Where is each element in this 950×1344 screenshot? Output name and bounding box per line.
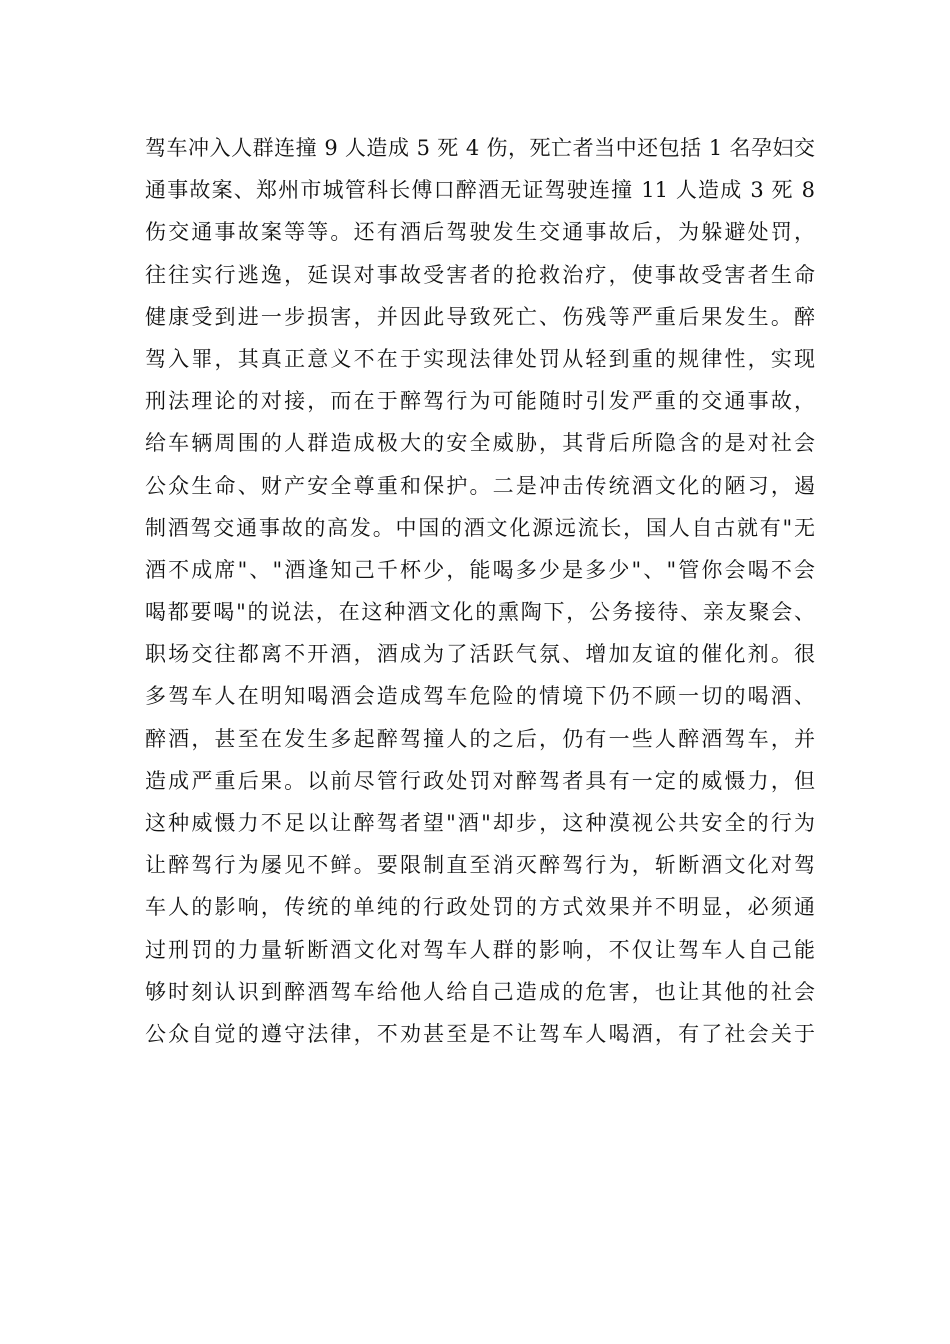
text-line: 公众生命、财产安全尊重和保护。二是冲击传统酒文化的陋习，遏 <box>145 473 815 498</box>
text-line: 让醉驾行为屡见不鲜。要限制直至消灭醉驾行为，斩断酒文化对驾 <box>145 853 815 878</box>
text-line: 车人的影响，传统的单纯的行政处罚的方式效果并不明显，必须通 <box>145 895 815 920</box>
text-line: 酒不成席"、"酒逢知己千杯少，能喝多少是多少"、"管你会喝不会 <box>145 557 815 582</box>
text-line: 通事故案、郑州市城管科长傅口醉酒无证驾驶连撞 11 人造成 3 死 8 <box>145 178 815 203</box>
text-line: 造成严重后果。以前尽管行政处罚对醉驾者具有一定的威慑力，但 <box>145 768 815 793</box>
text-line: 制酒驾交通事故的高发。中国的酒文化源远流长，国人自古就有"无 <box>145 515 815 540</box>
text-line: 往往实行逃逸，延误对事故受害者的抢救治疗，使事故受害者生命 <box>145 262 815 287</box>
text-line: 健康受到进一步损害，并因此导致死亡、伤残等严重后果发生。醉 <box>145 304 815 329</box>
text-line: 给车辆周围的人群造成极大的安全威胁，其背后所隐含的是对社会 <box>145 431 815 456</box>
text-line: 伤交通事故案等等。还有酒后驾驶发生交通事故后，为躲避处罚， <box>145 220 815 245</box>
text-line: 过刑罚的力量斩断酒文化对驾车人群的影响，不仅让驾车人自己能 <box>145 937 815 962</box>
text-line: 驾入罪，其真正意义不在于实现法律处罚从轻到重的规律性，实现 <box>145 346 815 371</box>
text-line: 职场交往都离不开酒，酒成为了活跃气氛、增加友谊的催化剂。很 <box>145 642 815 667</box>
text-line: 驾车冲入人群连撞 9 人造成 5 死 4 伤，死亡者当中还包括 1 名孕妇交 <box>145 136 815 160</box>
text-line: 多驾车人在明知喝酒会造成驾车危险的情境下仍不顾一切的喝酒、 <box>145 684 815 709</box>
text-line: 公众自觉的遵守法律，不劝甚至是不让驾车人喝酒，有了社会关于 <box>145 1021 815 1046</box>
text-line: 够时刻认识到醉酒驾车给他人给自己造成的危害，也让其他的社会 <box>145 979 815 1004</box>
text-line: 醉酒，甚至在发生多起醉驾撞人的之后，仍有一些人醉酒驾车，并 <box>145 726 815 751</box>
text-line: 喝都要喝"的说法，在这种酒文化的熏陶下，公务接待、亲友聚会、 <box>145 600 815 625</box>
text-line: 这种威慑力不足以让醉驾者望"酒"却步，这种漠视公共安全的行为 <box>145 811 815 835</box>
body-paragraph <box>145 127 815 1055</box>
text-line: 刑法理论的对接，而在于醉驾行为可能随时引发严重的交通事故， <box>145 389 815 414</box>
